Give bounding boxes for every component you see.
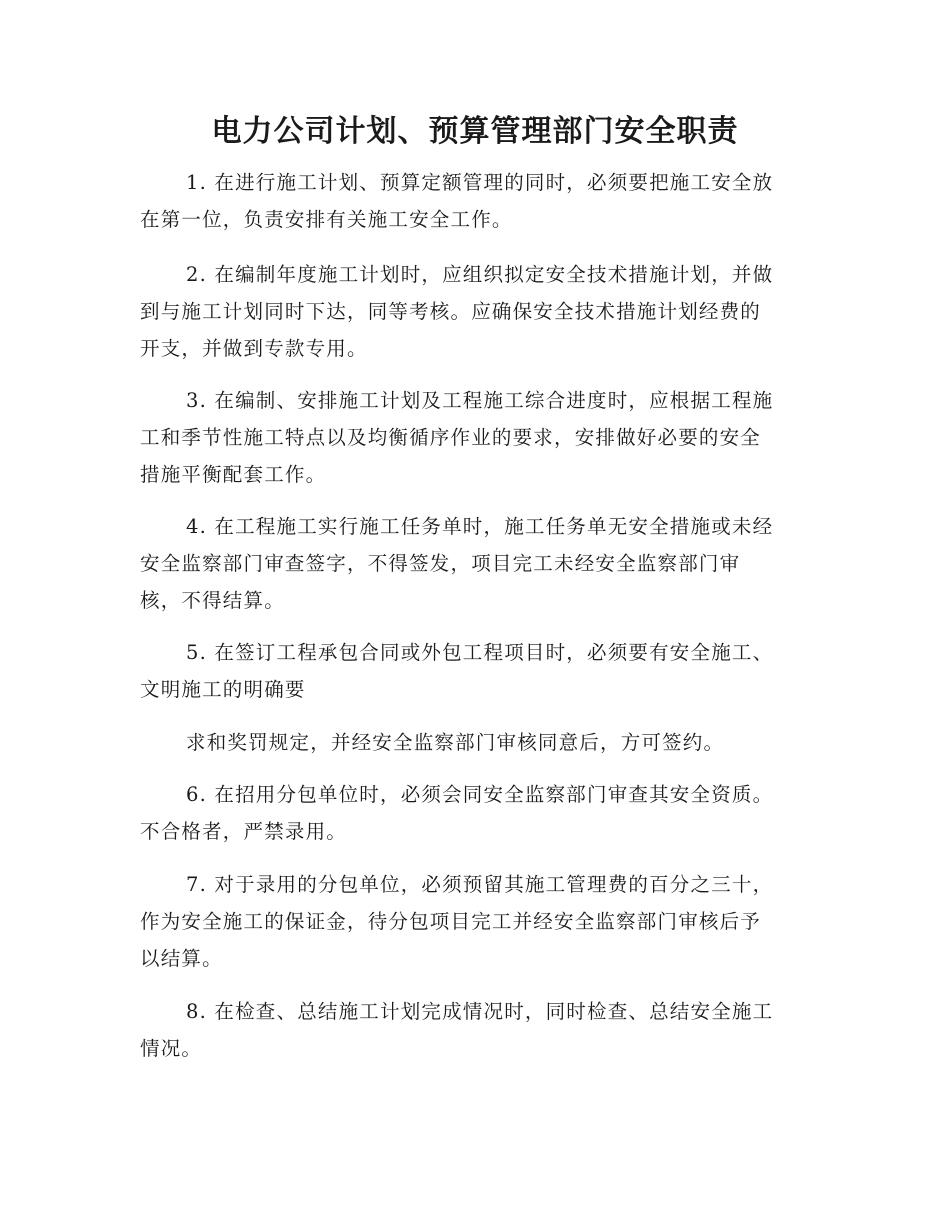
paragraph-line: 1. 在进行施工计划、预算定额管理的同时，必须要把施工安全放 [186, 171, 774, 194]
paragraph-6 [140, 776, 800, 850]
paragraph-5 [140, 634, 800, 708]
paragraph-2 [140, 256, 800, 367]
paragraph-line: 求和奖罚规定，并经安全监察部门审核同意后，方可签约。 [186, 731, 725, 754]
paragraph-line: 以结算。 [140, 947, 223, 970]
paragraph-line: 工和季节性施工特点以及均衡循序作业的要求，安排做好必要的安全 [140, 426, 762, 449]
paragraph-line: 7. 对于录用的分包单位，必须预留其施工管理费的百分之三十， [186, 873, 774, 896]
paragraph-line: 情况。 [140, 1037, 203, 1060]
paragraph-3 [140, 382, 800, 493]
paragraph-7 [140, 866, 800, 977]
paragraph-line: 核，不得结算。 [140, 589, 285, 612]
paragraph-line: 文明施工的明确要 [140, 678, 306, 701]
paragraph-line: 措施平衡配套工作。 [140, 463, 327, 486]
paragraph-8 [140, 993, 800, 1067]
paragraph-line: 3. 在编制、安排施工计划及工程施工综合进度时，应根据工程施 [186, 389, 774, 412]
paragraph-line: 不合格者，严禁录用。 [140, 820, 348, 843]
paragraph-line: 安全监察部门审查签字，不得签发，项目完工未经安全监察部门审 [140, 552, 741, 575]
paragraph-line: 开支，并做到专款专用。 [140, 337, 368, 360]
paragraph-line: 在第一位，负责安排有关施工安全工作。 [140, 208, 513, 231]
page-title: 电力公司计划、预算管理部门安全职责 [211, 114, 739, 149]
paragraph-line: 2. 在编制年度施工计划时，应组织拟定安全技术措施计划，并做 [186, 263, 774, 286]
paragraph-5-continued [140, 724, 800, 761]
paragraph-4 [140, 508, 800, 619]
paragraph-line: 4. 在工程施工实行施工任务单时，施工任务单无安全措施或未经 [186, 515, 774, 538]
paragraph-line: 作为安全施工的保证金，待分包项目完工并经安全监察部门审核后予 [140, 910, 762, 933]
paragraph-line: 5. 在签订工程承包合同或外包工程项目时，必须要有安全施工、 [186, 641, 774, 664]
paragraph-line: 8. 在检查、总结施工计划完成情况时，同时检查、总结安全施工 [186, 1000, 774, 1023]
paragraph-line: 6. 在招用分包单位时，必须会同安全监察部门审查其安全资质。 [186, 783, 774, 806]
paragraph-line: 到与施工计划同时下达，同等考核。应确保安全技术措施计划经费的 [140, 300, 762, 323]
paragraph-1 [140, 164, 800, 238]
